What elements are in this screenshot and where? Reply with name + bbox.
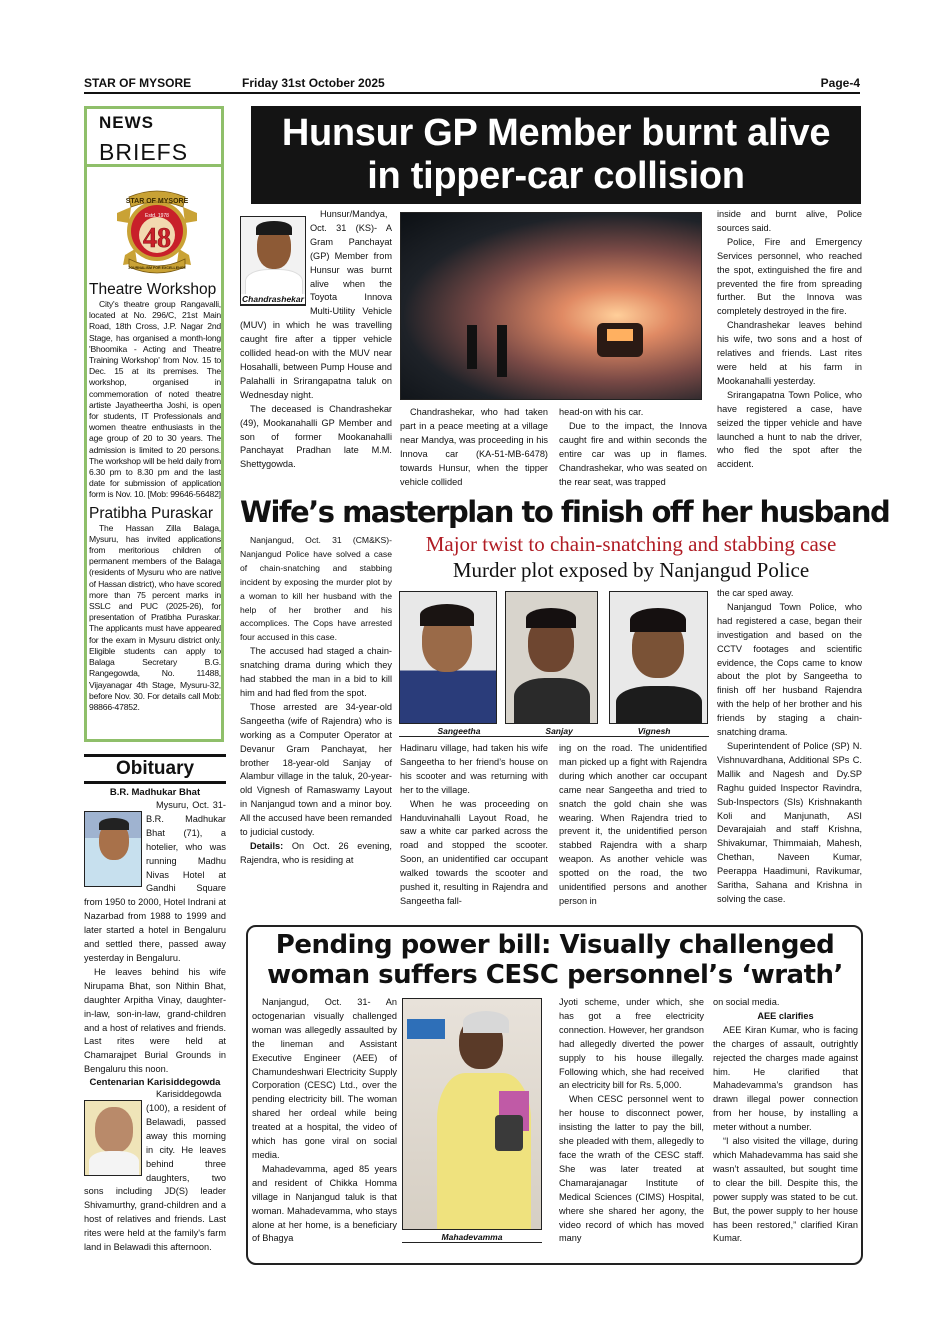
photo-sangeetha bbox=[399, 591, 497, 724]
photo-mahadevamma bbox=[402, 998, 542, 1230]
story2-col2 bbox=[400, 742, 548, 909]
news-label: NEWS bbox=[99, 113, 154, 132]
story1-lead: Hunsur/Mandya, Oct. 31 (KS)- A Gram Panchayat (GP) Member from Hunsur was burnt alive when the Toyota Innova Multi-Utility Vehicle (MUV) in which he was travelling caught fire after a tipper vehicle collided head-on with the MUV near Hosahalli, between Pump House and Palahalli in Srirangapatna taluk on Wednesday night. bbox=[240, 209, 392, 400]
story3-lead: Nanjangud, Oct. 31- An octogenarian visually challenged woman was allegedly assaulted by the lineman and Assistant Executive Engineer (AEE) of Chamundeshwari Electricity Supply Corporation (CESC) Ltd., over the pending electricity bill. The woman shared her ordeal while being treated at a hospital, the video of which has gone viral on social media. bbox=[252, 997, 397, 1160]
story3-col1 bbox=[252, 996, 397, 1246]
story2-para: Superintendent of Police (SP) N. Vishnuvardhana, Additional SPs C. Mallik and Nagesh and Dy.SP Raghu guided Inspector Ravindra, Sub-Inspectors (SIs) Krishnakanth Koli and Manjunath, ASI Devarajaiah and staff Krishna, Shivakumar, Thimmaiah, Mahesh, Chethan, Naveen Kumar, Peerappa Haadimuni, Ravikumar, Saritha, Sahana and Krishna in solving the case. bbox=[717, 740, 862, 904]
aee-clarifies-subhead: AEE clarifies bbox=[757, 1010, 814, 1021]
brief-heading-pratibha: Pratibha Puraskar bbox=[89, 504, 214, 522]
obituary-photo-karisiddegowda bbox=[84, 1100, 142, 1176]
story3-col2 bbox=[559, 996, 704, 1246]
story2-subhead-red: Major twist to chain-snatching and stabbing case bbox=[425, 532, 837, 556]
caption-vignesh: Vignesh bbox=[637, 726, 671, 736]
svg-text:STAR OF MYSORE: STAR OF MYSORE bbox=[125, 198, 189, 205]
story1-para: Police, Fire and Emergency Services personnel, who reached the spot, extinguished the fire and prevented the fire from spreading further. But the Innova was completely destroyed in the fire. bbox=[717, 236, 862, 317]
brief-body-pratibha: The Hassan Zilla Balaga, Mysuru, has invited applications from meritorious children of permanent members of the Balaga (residents of Mysuru who are native of Hassan district), who have scored more than 75 percent marks in SSLC and PUC (2025-26), for presentation of Pratibha Puraskar. The applicants must have appeared for the exam in Mysuru district only. Eligible students can apply to Balaga Secretary B.G. Rangegowda, No. 11488, Vijayanagar 4th Stage, Mysuru-32, before Nov. 30. For details call Mob: 98866-47852. bbox=[89, 522, 221, 712]
story2-col3 bbox=[559, 742, 707, 909]
caption-chandrashekar: Chandrashekar bbox=[242, 294, 304, 304]
story1-col4 bbox=[717, 208, 862, 472]
photo-vignesh bbox=[609, 591, 708, 724]
logo-emblem-icon bbox=[115, 183, 199, 277]
caption-sangeetha: Sangeetha bbox=[437, 726, 481, 736]
story2-col1 bbox=[240, 534, 392, 868]
obituary-text-1b: He leaves behind his wife Nirupama Bhat, son Nithin Bhat, daughter Arpitha Vinay, daughter-in-law, son-in-law, grand-children and a host of relatives and friends. Last rites were held at Chamarajpet Burial Grounds in Bengaluru this noon. bbox=[84, 966, 226, 1075]
story2-para: Those arrested are 34-year-old Sangeetha (wife of Rajendra) who is working as a Computer Operator at Devanur Gram Panchayat, her brother 18-year-old Sanjay of Alambur village in the taluk, 20-year-old Vignesh of Ramaswamy Layout in Nanjangud town and a minor boy. All the accused have been remanded to judicial custody. bbox=[240, 701, 392, 838]
caption-mahadevamma: Mahadevamma bbox=[402, 1232, 542, 1243]
obituary-text-2: Karisiddegowda (100), a resident of Belawadi, passed away this morning in city. He leaves behind three daughters, two sons including JD(S) leader Shivamurthy, grand-children and a host of relatives and friends. Last rites were held at the family's farm land in Belawadi this afternoon. bbox=[84, 1089, 226, 1253]
news-briefs-header bbox=[87, 109, 221, 167]
story2-para: When he was proceeding on Handuvinahalli Layout Road, he saw a white car parked across the road and stopped the scooter. Soon, an unidentified car occupant walked towards the scooter and pushed it, resulting in Rajendra and Sangeetha fall- bbox=[400, 798, 548, 906]
story1-para: head-on with his car. bbox=[559, 407, 644, 417]
svg-text:JOURNALISM FOR EXCELLENCE: JOURNALISM FOR EXCELLENCE bbox=[128, 266, 186, 270]
svg-text:48: 48 bbox=[143, 223, 171, 254]
story2-para: Nanjangud Town Police, who had registered a case, began their investigation and based on the CCTV footages and scientific evidence, the Cops came to know about the plot by Sangeetha to finish off her husband Rajendra with the help of her brother and his friends by staging a chain-snatching drama. bbox=[717, 601, 862, 738]
story3-para: AEE Kiran Kumar, who is facing the charges of assault, outrightly rejected the charges made against him. He clarified that Mahadevamma’s grandson has drawn illegal power connection from her house, by installing a meter without a number. bbox=[713, 1024, 858, 1133]
briefs-label: BRIEFS bbox=[99, 139, 189, 165]
story1-para: Due to the impact, the Innova caught fire and within seconds the entire car was up in flames. Chandrashekar, who was seated on the rear seat, was trapped bbox=[559, 420, 707, 487]
story3-headline-line2: woman suffers CESC personnel’s ‘wrath’ bbox=[267, 960, 843, 990]
story1-para: inside and burnt alive, Police sources said. bbox=[717, 209, 862, 233]
story3-para: on social media. bbox=[713, 997, 780, 1007]
obituary-name-2: Centenarian Karisiddegowda bbox=[89, 1077, 221, 1089]
story1-col3 bbox=[559, 406, 707, 489]
obituary-title: Obituary bbox=[84, 754, 226, 784]
caption-sanjay: Sanjay bbox=[545, 726, 573, 736]
story2-lead: Nanjangud, Oct. 31 (CM&KS)- Nanjangud Police have solved a case of chain-snatching and stabbing incident by exposing the murder plot by a woman to kill her husband with the help of her brother and his accomplices. The Cops have arrested four accused in this case. bbox=[240, 535, 392, 643]
story2-para: Hadinaru village, had taken his wife Sangeetha to her friend’s house on his scooter and was returning with her to the village. bbox=[400, 743, 548, 795]
story2-para: The accused had staged a chain-snatching drama during which they had stabbed the man in a bid to kill him and had fled from the spot. bbox=[240, 646, 392, 698]
photo-sanjay bbox=[505, 591, 598, 724]
story3-para: Jyoti scheme, under which, she has got a free electricity connection. However, her grandson had allegedly diverted the power supply to his house illegally. Following which, she had received an electricity bill for Rs. 5,000. bbox=[559, 997, 704, 1091]
details-label: Details: bbox=[250, 840, 284, 851]
story3-para: “I also visited the village, during which Mahadevamma has said she wasn’t assaulted, but sought time to clear the bill. Despite this, the power supply was stated to be cut. But, the power supply to her house has been restored,” clarified Kiran Kumar. bbox=[713, 1136, 858, 1244]
story1-headline bbox=[251, 106, 861, 204]
obituary-section bbox=[84, 754, 226, 1255]
masthead bbox=[84, 76, 860, 94]
story3-para: When CESC personnel went to her house to disconnect power, insisting the latter to pay the bill, she pleaded with them, allegedly to face the wrath of the CESC staff. She was later treated at Chamarajanagar Institute of Medical Sciences (CIMS) Hospital, where she shared her agony, the video record of which has moved many bbox=[559, 1094, 704, 1244]
story3-headline-line1: Pending power bill: Visually challenged bbox=[275, 930, 835, 960]
issue-date: Friday 31st October 2025 bbox=[242, 76, 385, 90]
brief-heading-theatre: Theatre Workshop bbox=[89, 281, 217, 298]
obituary-photo-madhukar bbox=[84, 811, 142, 887]
story1-para: Srirangapatna Town Police, who have registered a case, have seized the tipper vehicle and have launched a hunt to nab the driver, who fled the spot after the accident. bbox=[717, 389, 862, 470]
photo-chandrashekar bbox=[240, 216, 306, 306]
paper-name: STAR OF MYSORE bbox=[84, 76, 192, 90]
story1-col2 bbox=[400, 406, 548, 489]
anniversary-logo bbox=[115, 183, 199, 277]
story2-para: the car sped away. bbox=[717, 588, 794, 598]
story1-col1 bbox=[240, 208, 392, 472]
story2-subhead: Murder plot exposed by Nanjangud Police bbox=[452, 558, 810, 582]
story2-photo-captions bbox=[399, 726, 709, 737]
svg-text:Estd. 1978: Estd. 1978 bbox=[145, 213, 169, 219]
story3-para: Mahadevamma, aged 85 years and resident of Chikka Homma village in Nanjangud taluk is that woman. Mahadevamma, who stays alone at her home, is a beneficiary of Bhagya bbox=[252, 1163, 397, 1244]
story1-para: The deceased is Chandrashekar (49), Mookanahalli GP Member and son of former Mookanahalli Panchayat Pradhan late M.M. Shettygowda. bbox=[240, 403, 392, 470]
page-number: Page-4 bbox=[820, 76, 860, 90]
brief-body-theatre: City's theatre group Rangavalli, located at No. 296/C, 21st Main Road, 18th Cross, J.P. Nagar 2nd Stage, has organised a month-long 'Bhoomika - Acting and Theatre Training Workshop' from Nov. 15 to Dec. 15 at its premises. The workshop, organised in commemoration of noted theatre artiste Jayatheertha Joshi, is open for students, IT Professionals and women theatre enthusiasts in the age group of 20 to 30 years. The admission is limited to 20 persons. The workshop will be held daily from 6.30 pm to 8.30 pm and the last date for submission of application form is Nov. 10. [Mob: 99646-56482] bbox=[89, 299, 221, 500]
story2-para: ing on the road. The unidentified man picked up a fight with Rajendra during which another car occupant came near Sangeetha and tried to snatch the gold chain she was wearing. When Rajendra tried to prevent it, the unidentified person stabbed Rajendra with a sharp weapon. As another vehicle was spotted on the road, the two unidentified persons and another person in bbox=[559, 743, 707, 906]
story2-headline: Wife’s masterplan to finish off her husband bbox=[240, 495, 890, 529]
story3-col3 bbox=[713, 996, 858, 1246]
story1-para: Chandrashekar, who had taken part in a peace meeting at a village near Mandya, was proceeding in his Innova car (KA-51-MB-6478) towards Hunsur, when the tipper vehicle collided bbox=[400, 407, 548, 487]
obituary-text-1: Mysuru, Oct. 31- B.R. Madhukar Bhat (71), a hotelier, who was running Madhu Nivas Hotel at Gandhi Square from 1950 to 2000, Hotel Indrani at Nazarbad from 1988 to 1999 and later started a hotel in Bengaluru and settled there, passed away yesterday in Bengaluru. bbox=[84, 800, 226, 963]
story2-para: On Oct. 26 evening, Rajendra, who is residing at bbox=[240, 840, 392, 865]
story1-headline-line2: in tipper-car collision bbox=[367, 155, 745, 197]
story3-headline bbox=[250, 930, 860, 990]
story1-para: Chandrashekar leaves behind his wife, two sons and a host of relatives and friends. Last rites were held at his farm in Mookanahalli yesterday. bbox=[717, 320, 862, 386]
story2-col4 bbox=[717, 587, 862, 907]
photo-burning-car bbox=[400, 212, 702, 400]
obituary-name-1: B.R. Madhukar Bhat bbox=[109, 787, 201, 798]
story1-headline-line1: Hunsur GP Member burnt alive bbox=[281, 112, 831, 154]
news-briefs-box bbox=[84, 106, 224, 742]
